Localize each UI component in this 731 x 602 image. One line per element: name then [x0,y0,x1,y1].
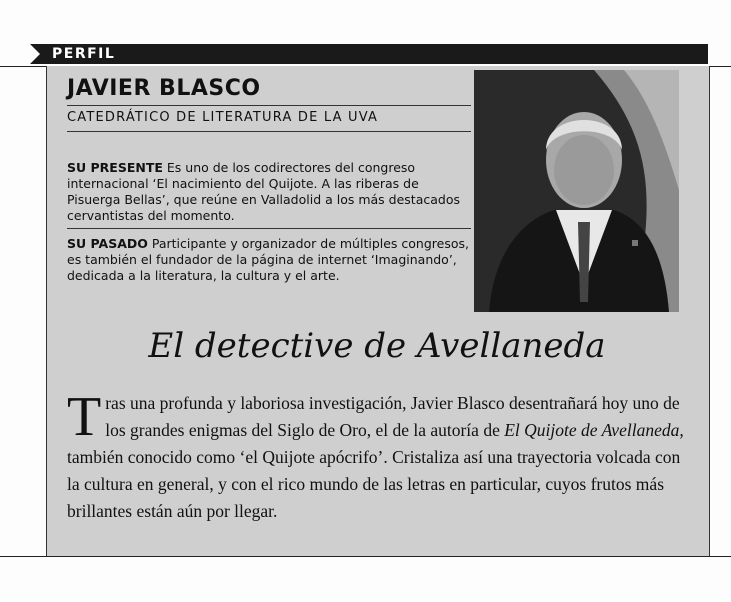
pasado-paragraph [67,236,472,284]
profile-name: JAVIER BLASCO [67,76,261,101]
portrait-illustration [474,70,679,312]
article-body-part-2: también conocido como ‘el Quijote apócrifo’. Cristaliza así una trayectoria volcada con la cultura en general, y con el rico mundo de las letras en particular, cuyos frutos más brillantes están aún por llegar. [67,447,681,521]
presente-label: SU PRESENTE [67,160,163,175]
presente-paragraph [67,160,472,224]
bottom-divider [0,556,731,557]
section-label: PERFIL [52,46,116,62]
pasado-text: Participante y organizador de múltiples congresos, es también el fundador de la página de internet ‘Imaginando’, dedicada a la literatura, la cultura y el arte. [67,236,469,283]
portrait-photo [474,70,679,312]
pasado-label: SU PASADO [67,236,148,251]
drop-cap: T [67,386,102,448]
article-body-part-1: ras una profunda y laboriosa investigación, Javier Blasco desentrañará hoy uno de los grandes enigmas del Siglo de Oro, el de la autoría de [105,393,680,440]
role-divider [67,131,471,132]
article-body [67,386,685,525]
name-divider [67,105,471,106]
chevron-right-icon [30,44,40,64]
presente-text: Es uno de los codirectores del congreso internacional ‘El nacimiento del Quijote. A las riberas de Pisuerga Bellas’, que reúne en Valladolid a los más destacados cervantistas del momento. [67,160,460,223]
article-headline: El detective de Avellaneda [148,326,606,366]
profile-role: CATEDRÁTICO DE LITERATURA DE LA UVA [67,110,379,125]
section-header-bar [30,44,708,64]
book-title: El Quijote de Avellaneda, [504,420,684,440]
bio-divider [67,228,471,229]
